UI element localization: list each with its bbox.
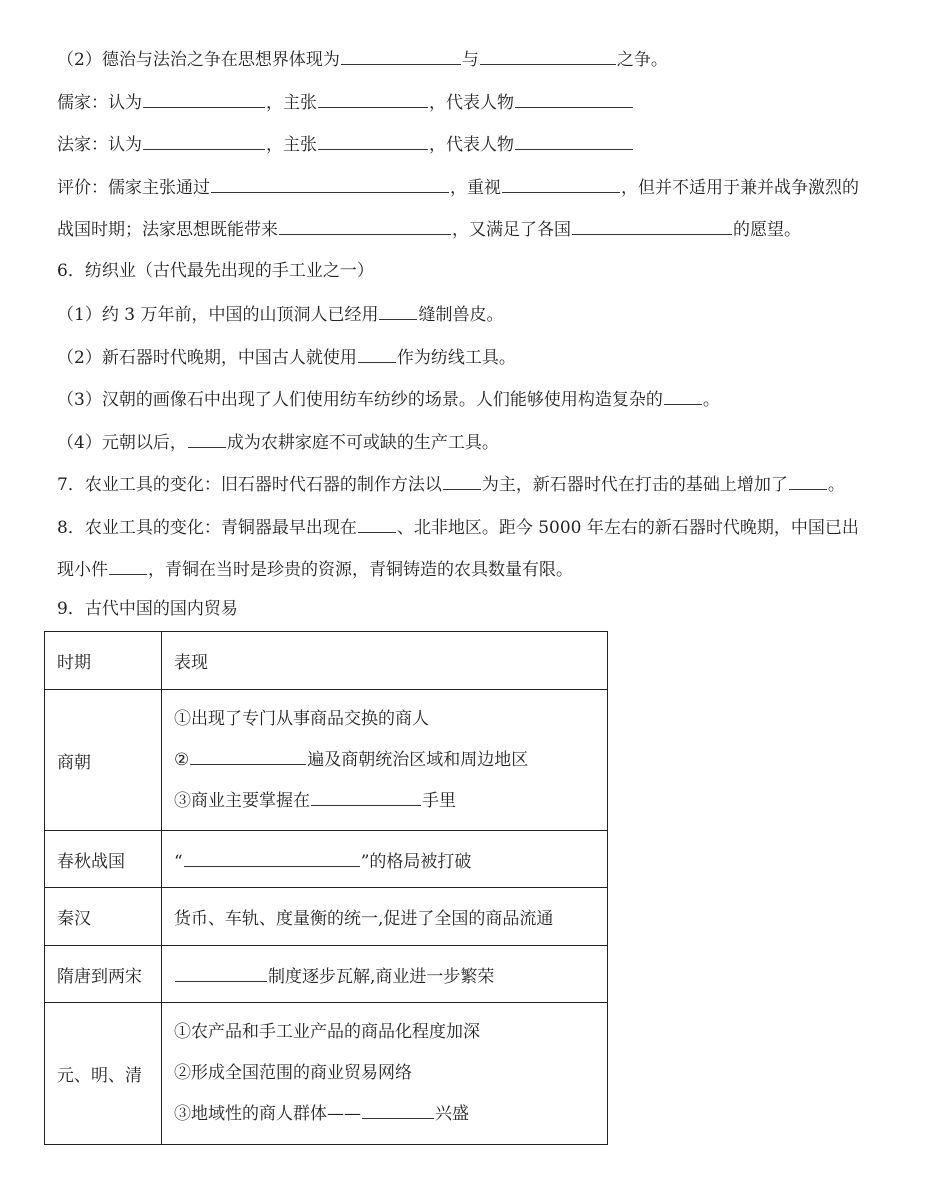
- answer-blank[interactable]: [480, 46, 616, 65]
- cell-text: 兴盛: [435, 1104, 469, 1124]
- question-text: （2）德治与法治之争在思想界体现为: [57, 50, 340, 70]
- question-line: [57, 89, 634, 113]
- table-row: [45, 690, 608, 831]
- cell-text: 制度逐步瓦解,商业进一步繁荣: [268, 966, 495, 987]
- question-line: [57, 429, 499, 453]
- question-text: 与: [461, 50, 479, 70]
- question-text: （1）约 3 万年前，中国的山顶洞人已经用: [57, 305, 379, 325]
- question-text: ，代表人物: [429, 93, 514, 113]
- period-cell: 商朝: [45, 690, 162, 831]
- question-line: [57, 131, 634, 155]
- answer-blank[interactable]: [443, 471, 481, 490]
- cell-text: ②: [174, 749, 190, 770]
- question-text: ，又满足了各国: [452, 220, 571, 240]
- answer-blank[interactable]: [175, 963, 267, 982]
- period-cell: 秦汉: [45, 888, 162, 946]
- answer-blank[interactable]: [143, 131, 265, 150]
- answer-blank[interactable]: [184, 848, 360, 867]
- cell-text-line: [174, 1053, 607, 1094]
- cell-text-line: [174, 1094, 607, 1135]
- period-cell: 元、明、清: [45, 1003, 162, 1145]
- answer-blank[interactable]: [188, 429, 226, 448]
- question-text: ，重视: [450, 178, 501, 198]
- question-line: [57, 514, 859, 538]
- cell-text: “: [174, 851, 183, 872]
- question-text: 法家：认为: [57, 135, 142, 155]
- question-text: 战国时期；法家思想既能带来: [57, 220, 278, 240]
- question-text: 9．古代中国的国内贸易: [57, 599, 238, 619]
- question-text: ，主张: [266, 135, 317, 155]
- answer-blank[interactable]: [211, 174, 449, 193]
- question-text: 8．农业工具的变化：青铜器最早出现在: [57, 518, 357, 538]
- question-text: 成为农耕家庭不可或缺的生产工具。: [226, 433, 499, 453]
- table-header-row: [45, 632, 608, 690]
- section-heading: [57, 597, 238, 621]
- answer-blank[interactable]: [515, 89, 633, 108]
- question-text: 的愿望。: [733, 220, 801, 240]
- table-row: [45, 1003, 608, 1145]
- performance-cell: [162, 690, 608, 831]
- table-row: [45, 946, 608, 1003]
- question-line: [57, 344, 516, 368]
- question-text: ，代表人物: [429, 135, 514, 155]
- performance-cell: [162, 946, 608, 1003]
- cell-text-line: [174, 740, 607, 781]
- answer-blank[interactable]: [358, 344, 396, 363]
- cell-text: ①出现了专门从事商品交换的商人: [174, 708, 429, 729]
- period-cell: 隋唐到两宋: [45, 946, 162, 1003]
- question-text: 之争。: [616, 50, 668, 70]
- answer-blank[interactable]: [789, 471, 827, 490]
- answer-blank[interactable]: [502, 174, 620, 193]
- answer-blank[interactable]: [362, 1100, 434, 1119]
- question-line: [57, 471, 845, 495]
- question-text: 、北非地区。距今 5000 年左右的新石器时代晚期，中国已出: [396, 518, 859, 538]
- question-line: [57, 174, 859, 198]
- answer-blank[interactable]: [341, 46, 461, 65]
- period-cell: 春秋战国: [45, 831, 162, 888]
- question-text: ，但并不适用于兼并战争激烈的: [621, 178, 859, 198]
- question-line: [57, 386, 720, 410]
- question-line: [57, 216, 801, 240]
- question-line: [57, 46, 668, 70]
- table-row: [45, 831, 608, 888]
- answer-blank[interactable]: [572, 216, 732, 235]
- cell-text-line: [174, 1012, 607, 1053]
- question-text: 作为纺线工具。: [396, 348, 516, 368]
- performance-cell: [162, 1003, 608, 1145]
- question-text: 评价：儒家主张通过: [57, 178, 210, 198]
- question-text: 。: [827, 475, 845, 495]
- question-text: ，青铜在当时是珍贵的资源，青铜铸造的农具数量有限。: [148, 560, 573, 580]
- question-text: 为主，新石器时代在打击的基础上增加了: [481, 475, 788, 495]
- question-text: （2）新石器时代晚期，中国古人就使用: [57, 348, 357, 368]
- answer-blank[interactable]: [318, 89, 428, 108]
- answer-blank[interactable]: [318, 131, 428, 150]
- answer-blank[interactable]: [311, 787, 421, 806]
- cell-text: ③商业主要掌握在: [174, 790, 310, 811]
- answer-blank[interactable]: [190, 746, 306, 765]
- question-text: 缝制兽皮。: [418, 305, 504, 325]
- answer-blank[interactable]: [379, 301, 417, 320]
- cell-text: ②形成全国范围的商业贸易网络: [174, 1063, 412, 1083]
- question-text: 6．纺织业（古代最先出现的手工业之一）: [57, 261, 374, 281]
- question-line: [57, 556, 573, 580]
- cell-text-line: [174, 699, 607, 740]
- question-text: 7．农业工具的变化：旧石器时代石器的制作方法以: [57, 475, 442, 495]
- question-text: 。: [702, 390, 720, 410]
- trade-table: [44, 631, 608, 1145]
- cell-text: 遍及商朝统治区域和周边地区: [307, 749, 529, 770]
- question-text: （3）汉朝的画像石中出现了人们使用纺车纺纱的场景。人们能够使用构造复杂的: [57, 390, 663, 410]
- table-row: [45, 888, 608, 946]
- question-line: [57, 301, 503, 325]
- header-cell-performance: 表现: [162, 632, 608, 690]
- answer-blank[interactable]: [358, 514, 396, 533]
- question-text: 现小件: [57, 560, 108, 580]
- performance-cell: [162, 831, 608, 888]
- answer-blank[interactable]: [109, 556, 147, 575]
- question-text: ，主张: [266, 93, 317, 113]
- answer-blank[interactable]: [279, 216, 451, 235]
- performance-cell: 货币、车轨、度量衡的统一,促进了全国的商品流通: [162, 888, 608, 946]
- answer-blank[interactable]: [515, 131, 633, 150]
- section-heading: [57, 259, 374, 283]
- cell-text: 手里: [422, 790, 456, 811]
- answer-blank[interactable]: [143, 89, 265, 108]
- cell-text: ③地域性的商人群体——: [174, 1104, 361, 1124]
- cell-text: ①农产品和手工业产品的商品化程度加深: [174, 1022, 480, 1042]
- question-text: （4）元朝以后，: [57, 433, 187, 453]
- cell-text: ”的格局被打破: [360, 851, 472, 872]
- question-text: 儒家：认为: [57, 93, 142, 113]
- answer-blank[interactable]: [664, 386, 702, 405]
- header-cell-period: 时期: [45, 632, 162, 690]
- cell-text-line: [174, 781, 607, 822]
